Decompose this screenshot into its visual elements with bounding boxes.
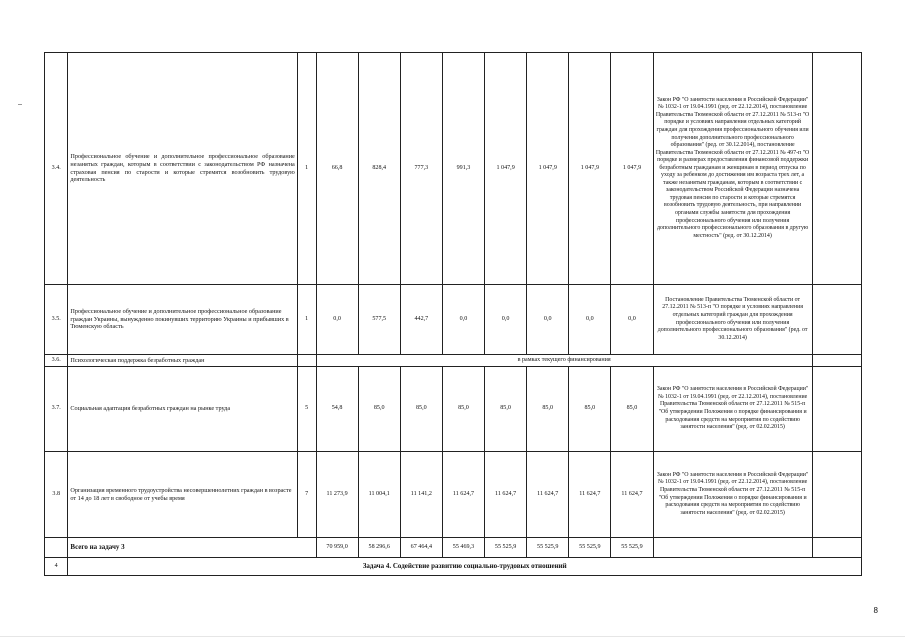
total-value: 67 464,4: [400, 538, 442, 558]
value-cell: 0,0: [611, 285, 653, 355]
total-value: 55 525,9: [611, 538, 653, 558]
total-value: 58 296,6: [358, 538, 400, 558]
legal-basis: Закон РФ "О занятости населения в Российской Федерации" № 1032-1 от 19.04.1991 (ред. от 22.12.2014), постановление Правительства Тюменской области от 27.12.2011 № 515-п "Об утверждении Положения о порядке финансирования и расходования средств на мероприятия по содействию занятости населения" (ред. от 02.02.2015): [653, 367, 812, 452]
value-cell: 0,0: [569, 285, 611, 355]
table-row: [45, 367, 862, 452]
empty-cell: [812, 355, 861, 367]
value-cell: 85,0: [485, 367, 527, 452]
row-code: 1: [297, 53, 316, 285]
row-number: 3.7.: [45, 367, 68, 452]
value-cell: 11 141,2: [400, 452, 442, 538]
value-cell: 11 624,7: [527, 452, 569, 538]
value-cell: 1 047,9: [611, 53, 653, 285]
value-cell: 54,8: [316, 367, 358, 452]
total-row: [45, 538, 862, 558]
scan-edge: [0, 636, 905, 637]
value-cell: 11 004,1: [358, 452, 400, 538]
value-cell: 11 624,7: [569, 452, 611, 538]
scan-artifact: [18, 104, 22, 105]
row-number: 3.8: [45, 452, 68, 538]
program-measures-table: [44, 52, 862, 576]
value-cell: 85,0: [400, 367, 442, 452]
task-number: 4: [45, 558, 68, 576]
total-value: 55 525,9: [485, 538, 527, 558]
legal-basis: Постановление Правительства Тюменской области от 27.12.2011 № 513-п "О порядке и условиях направления отдельных категорий граждан для прохождения профессионального обучения или получения дополнительного профессионального образования" (ред. от 30.12.2014): [653, 285, 812, 355]
empty-cell: [812, 53, 861, 285]
row-number: 3.6.: [45, 355, 68, 367]
table-row: [45, 452, 862, 538]
row-number: 3.5.: [45, 285, 68, 355]
row-code: 7: [297, 452, 316, 538]
page-number: 8: [873, 606, 878, 615]
total-value: 55 469,3: [442, 538, 484, 558]
table-row: [45, 355, 862, 367]
row-code: 5: [297, 367, 316, 452]
task-header-row: [45, 558, 862, 576]
value-cell: 0,0: [527, 285, 569, 355]
empty-cell: [812, 538, 861, 558]
value-cell: 85,0: [358, 367, 400, 452]
value-cell: 0,0: [485, 285, 527, 355]
measure-name: Профессиональное обучение и дополнительное профессиональное образование незанятых граждан, которым в соответствии с законодательством РФ назначена страховая пенсия по старости и которые стремятся возобновить трудовую деятельность: [68, 53, 297, 285]
empty-cell: [812, 452, 861, 538]
value-cell: 11 624,7: [442, 452, 484, 538]
value-cell: 11 624,7: [611, 452, 653, 538]
empty-cell: [653, 538, 812, 558]
empty-cell: [812, 285, 861, 355]
value-cell: 828,4: [358, 53, 400, 285]
value-cell: 85,0: [611, 367, 653, 452]
value-cell: 0,0: [442, 285, 484, 355]
total-value: 55 525,9: [527, 538, 569, 558]
legal-basis: Закон РФ "О занятости населения в Российской Федерации" № 1032-1 от 19.04.1991 (ред. от 22.12.2014), постановление Правительства Тюменской области от 27.12.2011 № 513-п "О порядке и условиях направления отдельных категорий граждан для прохождения профессионального обучения или получения дополнительного профессионального образования" (ред. от 30.12.2014), постановление Правительства Тюменской области от 27.12.2011 № 497-п "О порядке и размерах предоставления финансовой поддержки безработным гражданам и женщинам в период отпуска по уходу за ребенком до достижения им возраста трех лет, а также незанятым гражданам, которым в соответствии с законодательством Российской Федерации назначена трудовая пенсия по старости и которые стремятся возобновить трудовую деятельность, при направлении органами службы занятости для прохождения профессионального обучения или получения дополнительного профессионального образования в другую местность" (ред. от 30.12.2014): [653, 53, 812, 285]
value-cell: 0,0: [316, 285, 358, 355]
measure-name: Организация временного трудоустройства несовершеннолетних граждан в возрасте от 14 до 18 лет в свободное от учебы время: [68, 452, 297, 538]
value-cell: 85,0: [569, 367, 611, 452]
value-cell: 777,3: [400, 53, 442, 285]
financing-note: в рамках текущего финансирования: [316, 355, 812, 367]
task-title: Задача 4. Содействие развитию социально-трудовых отношений: [68, 558, 862, 576]
empty-cell: [45, 538, 68, 558]
row-code: 1: [297, 285, 316, 355]
total-value: 55 525,9: [569, 538, 611, 558]
measure-name: Социальная адаптация безработных граждан на рынке труда: [68, 367, 297, 452]
value-cell: 1 047,9: [527, 53, 569, 285]
total-label: Всего на задачу 3: [68, 538, 316, 558]
empty-cell: [297, 355, 316, 367]
value-cell: 66,8: [316, 53, 358, 285]
table-row: [45, 53, 862, 285]
table-row: [45, 285, 862, 355]
value-cell: 991,3: [442, 53, 484, 285]
measure-name: Психологическая поддержка безработных граждан: [68, 355, 297, 367]
value-cell: 1 047,9: [569, 53, 611, 285]
value-cell: 11 273,9: [316, 452, 358, 538]
legal-basis: Закон РФ "О занятости населения в Российской Федерации" № 1032-1 от 19.04.1991 (ред. от 22.12.2014), постановление Правительства Тюменской области от 27.12.2011 № 515-п "Об утверждении Положения о порядке финансирования и расходования средств на мероприятия по содействию занятости населения" (ред. от 02.02.2015): [653, 452, 812, 538]
value-cell: 85,0: [527, 367, 569, 452]
value-cell: 85,0: [442, 367, 484, 452]
value-cell: 11 624,7: [485, 452, 527, 538]
total-value: 70 959,0: [316, 538, 358, 558]
value-cell: 442,7: [400, 285, 442, 355]
measure-name: Профессиональное обучение и дополнительное профессиональное образование граждан Украины, вынужденно покинувших территорию Украины и прибывших в Тюменскую область: [68, 285, 297, 355]
value-cell: 577,5: [358, 285, 400, 355]
value-cell: 1 047,9: [485, 53, 527, 285]
row-number: 3.4.: [45, 53, 68, 285]
empty-cell: [812, 367, 861, 452]
